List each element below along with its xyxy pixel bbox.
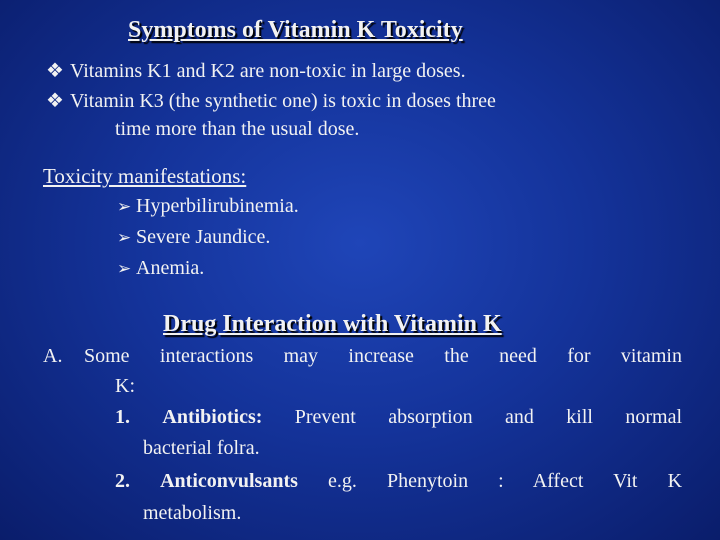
manifestation-text: Anemia. bbox=[136, 257, 205, 279]
drug-item-description: Prevent absorption and kill normal bbox=[262, 406, 683, 428]
bullet-1-text: Vitamins K1 and K2 are non-toxic in large doses. bbox=[70, 60, 466, 82]
slide-title: Symptoms of Vitamin K Toxicity bbox=[128, 17, 463, 43]
bullet-2-text-line1: Vitamin K3 (the synthetic one) is toxic in doses three bbox=[70, 90, 496, 112]
drug-item-2 bbox=[115, 470, 682, 493]
manifestation-text: Hyperbilirubinemia. bbox=[136, 195, 299, 217]
bullet-1 bbox=[46, 58, 466, 83]
manifestations-heading: Toxicity manifestations: bbox=[43, 164, 247, 188]
diamond-bullet-icon: ❖ bbox=[46, 90, 64, 112]
bullet-2 bbox=[46, 88, 496, 113]
drug-item-number: 2. bbox=[115, 470, 130, 492]
drug-section-title: Drug Interaction with Vitamin K bbox=[163, 311, 502, 337]
manifestation-item bbox=[117, 257, 204, 280]
drug-item-term: Anticonvulsants bbox=[160, 470, 298, 492]
diamond-bullet-icon: ❖ bbox=[46, 60, 64, 82]
manifestation-item bbox=[117, 226, 270, 249]
drug-item-1-line2: bacterial folra. bbox=[143, 437, 260, 459]
arrow-bullet-icon: ➢ bbox=[117, 228, 132, 248]
point-a-label: A. bbox=[43, 345, 63, 367]
drug-item-description: e.g. Phenytoin : Affect Vit K bbox=[297, 470, 683, 492]
point-a-line2: K: bbox=[115, 375, 135, 397]
drug-item-1 bbox=[115, 406, 682, 429]
manifestation-text: Severe Jaundice. bbox=[136, 226, 271, 248]
point-a-line1: Some interactions may increase the need for vitamin bbox=[84, 345, 682, 367]
bullet-2-text-line2: time more than the usual dose. bbox=[115, 118, 360, 140]
drug-item-term: Antibiotics: bbox=[162, 406, 263, 428]
drug-item-2-line2: metabolism. bbox=[143, 502, 242, 524]
arrow-bullet-icon: ➢ bbox=[117, 197, 132, 217]
manifestation-item bbox=[117, 195, 299, 218]
drug-item-number: 1. bbox=[115, 406, 130, 428]
arrow-bullet-icon: ➢ bbox=[117, 259, 132, 279]
